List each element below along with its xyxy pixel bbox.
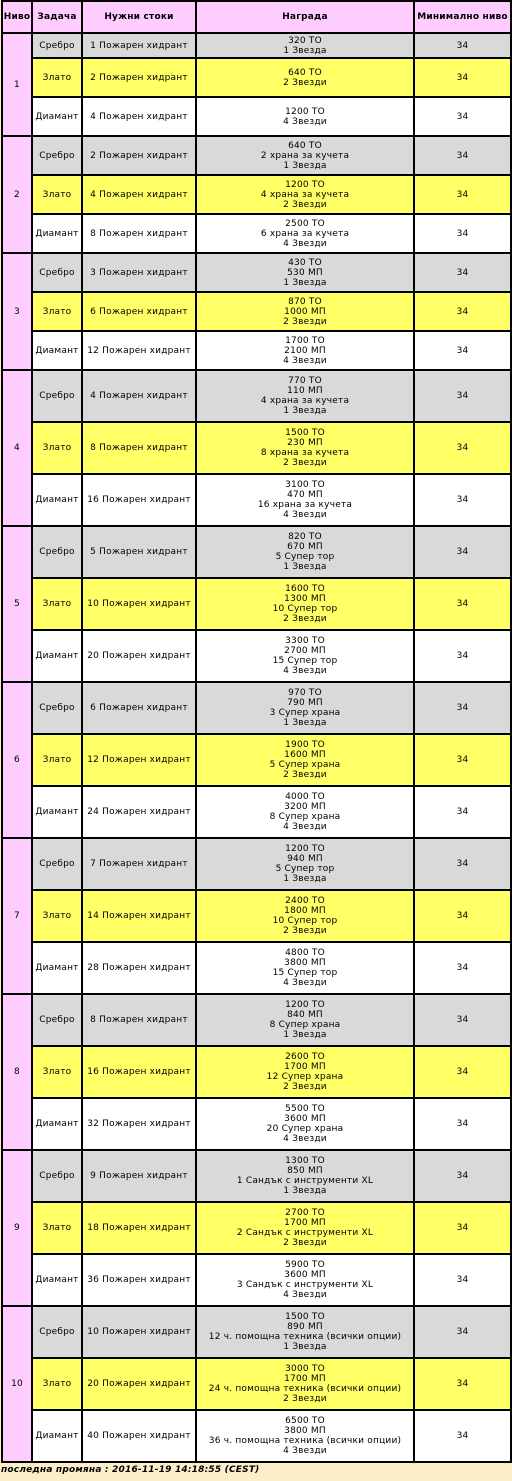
reward-line: 1 Звезда <box>283 406 327 416</box>
goods-cell: 4 Пожарен хидрант <box>82 175 196 214</box>
reward-line: 970 ТО <box>288 688 322 698</box>
table-row <box>2 214 511 253</box>
reward-line: 1500 ТО <box>285 428 325 438</box>
task-cell: Сребро <box>32 682 82 734</box>
reward-line: 2 Звезди <box>283 1238 327 1248</box>
reward-line: 4 Звезди <box>283 822 327 832</box>
min-level-cell: 34 <box>414 1358 511 1410</box>
reward-cell <box>196 734 414 786</box>
reward-line: 1 Звезда <box>283 874 327 884</box>
goods-cell: 20 Пожарен хидрант <box>82 630 196 682</box>
reward-line: 12 Супер храна <box>266 1072 344 1082</box>
reward-line: 10 Супер тор <box>272 916 338 926</box>
table-row <box>2 786 511 838</box>
level-cell: 10 <box>2 1306 32 1462</box>
min-level-cell: 34 <box>414 942 511 994</box>
task-cell: Сребро <box>32 253 82 292</box>
min-level-cell: 34 <box>414 214 511 253</box>
table-row <box>2 1098 511 1150</box>
reward-line: 770 ТО <box>288 376 322 386</box>
reward-cell <box>196 370 414 422</box>
reward-line: 1 Звезда <box>283 1030 327 1040</box>
reward-line: 15 Супер тор <box>272 656 338 666</box>
min-level-cell: 34 <box>414 734 511 786</box>
min-level-cell: 34 <box>414 136 511 175</box>
reward-line: 4 храна за кучета <box>260 189 350 200</box>
reward-line: 2400 ТО <box>285 896 325 906</box>
reward-line: 840 МП <box>287 1010 323 1020</box>
min-level-cell: 34 <box>414 838 511 890</box>
reward-line: 1500 ТО <box>285 1312 325 1322</box>
goods-cell: 5 Пожарен хидрант <box>82 526 196 578</box>
level-cell: 9 <box>2 1150 32 1306</box>
reward-line: 3000 ТО <box>285 1364 325 1374</box>
reward-line: 3100 ТО <box>285 480 325 490</box>
table-body <box>2 33 511 1462</box>
reward-line: 1 Звезда <box>283 277 327 288</box>
task-cell: Злато <box>32 1202 82 1254</box>
min-level-cell: 34 <box>414 526 511 578</box>
reward-line: 1 Звезда <box>283 718 327 728</box>
header-task: Задача <box>32 1 82 33</box>
table-row <box>2 292 511 331</box>
reward-line: 670 МП <box>287 542 323 552</box>
reward-line: 20 Супер храна <box>266 1124 344 1134</box>
table-row <box>2 734 511 786</box>
reward-line: 2700 МП <box>284 646 326 656</box>
table-row <box>2 994 511 1046</box>
reward-cell <box>196 422 414 474</box>
table-row <box>2 136 511 175</box>
table-row <box>2 422 511 474</box>
task-cell: Диамант <box>32 786 82 838</box>
min-level-cell: 34 <box>414 58 511 97</box>
reward-cell <box>196 1098 414 1150</box>
header-level: Ниво <box>2 1 32 33</box>
min-level-cell: 34 <box>414 253 511 292</box>
table-row <box>2 97 511 136</box>
goods-cell: 2 Пожарен хидрант <box>82 136 196 175</box>
goods-cell: 28 Пожарен хидрант <box>82 942 196 994</box>
header-reward: Награда <box>196 1 414 33</box>
min-level-cell: 34 <box>414 994 511 1046</box>
reward-line: 2 Звезди <box>283 316 327 327</box>
task-cell: Злато <box>32 890 82 942</box>
reward-line: 3200 МП <box>284 802 326 812</box>
task-cell: Диамант <box>32 1254 82 1306</box>
table-row <box>2 1410 511 1462</box>
reward-line: 1 Сандък с инструменти XL <box>236 1176 374 1186</box>
reward-line: 1300 ТО <box>285 1156 325 1166</box>
reward-line: 790 МП <box>287 698 323 708</box>
reward-line: 4 Звезди <box>283 978 327 988</box>
table-row <box>2 370 511 422</box>
reward-line: 10 Супер тор <box>272 604 338 614</box>
reward-line: 4 Звезди <box>283 355 327 366</box>
reward-line: 2600 ТО <box>285 1052 325 1062</box>
goods-cell: 2 Пожарен хидрант <box>82 58 196 97</box>
reward-line: 4000 ТО <box>285 792 325 802</box>
goods-cell: 8 Пожарен хидрант <box>82 214 196 253</box>
task-cell: Диамант <box>32 1098 82 1150</box>
reward-line: 4 Звезди <box>283 116 327 127</box>
table-row <box>2 331 511 370</box>
table-row <box>2 1202 511 1254</box>
reward-line: 1700 МП <box>284 1062 326 1072</box>
reward-line: 4 Звезди <box>283 666 327 676</box>
reward-line: 2500 ТО <box>285 218 325 229</box>
table-row <box>2 682 511 734</box>
task-cell: Сребро <box>32 1150 82 1202</box>
goods-cell: 16 Пожарен хидрант <box>82 474 196 526</box>
table-row <box>2 1254 511 1306</box>
reward-line: 3600 МП <box>284 1270 326 1280</box>
reward-line: 1 Звезда <box>283 45 327 56</box>
reward-cell <box>196 292 414 331</box>
reward-line: 1000 МП <box>284 306 326 317</box>
goods-cell: 20 Пожарен хидрант <box>82 1358 196 1410</box>
reward-line: 16 храна за кучета <box>257 500 353 510</box>
min-level-cell: 34 <box>414 1150 511 1202</box>
table-row <box>2 526 511 578</box>
reward-cell <box>196 578 414 630</box>
reward-line: 4 Звезди <box>283 510 327 520</box>
min-level-cell: 34 <box>414 1254 511 1306</box>
reward-line: 6 храна за кучета <box>260 228 350 239</box>
reward-line: 1200 ТО <box>285 106 325 117</box>
reward-line: 890 МП <box>287 1322 323 1332</box>
table-row <box>2 175 511 214</box>
reward-line: 2 Звезди <box>283 614 327 624</box>
table-row <box>2 1306 511 1358</box>
min-level-cell: 34 <box>414 890 511 942</box>
goods-cell: 18 Пожарен хидрант <box>82 1202 196 1254</box>
level-cell: 3 <box>2 253 32 370</box>
reward-cell <box>196 136 414 175</box>
goods-cell: 4 Пожарен хидрант <box>82 370 196 422</box>
reward-line: 36 ч. помощна техника (всички опции) <box>208 1436 402 1446</box>
reward-line: 5500 ТО <box>285 1104 325 1114</box>
task-cell: Злато <box>32 422 82 474</box>
table-row <box>2 1150 511 1202</box>
task-cell: Злато <box>32 1358 82 1410</box>
header-min-level: Минимално ниво <box>414 1 511 33</box>
goods-cell: 3 Пожарен хидрант <box>82 253 196 292</box>
goods-cell: 8 Пожарен хидрант <box>82 422 196 474</box>
min-level-cell: 34 <box>414 682 511 734</box>
reward-line: 4 Звезди <box>283 1134 327 1144</box>
reward-line: 4800 ТО <box>285 948 325 958</box>
table-row <box>2 33 511 58</box>
goods-cell: 10 Пожарен хидрант <box>82 1306 196 1358</box>
reward-line: 5 Супер храна <box>269 760 341 770</box>
min-level-cell: 34 <box>414 1046 511 1098</box>
reward-line: 3800 МП <box>284 958 326 968</box>
reward-line: 1200 ТО <box>285 179 325 190</box>
reward-cell <box>196 942 414 994</box>
min-level-cell: 34 <box>414 292 511 331</box>
min-level-cell: 34 <box>414 1410 511 1462</box>
reward-line: 940 МП <box>287 854 323 864</box>
reward-cell <box>196 1150 414 1202</box>
reward-line: 2100 МП <box>284 345 326 356</box>
min-level-cell: 34 <box>414 1202 511 1254</box>
reward-line: 1900 ТО <box>285 740 325 750</box>
reward-line: 2 Звезди <box>283 458 327 468</box>
goods-cell: 10 Пожарен хидрант <box>82 578 196 630</box>
reward-cell <box>196 1254 414 1306</box>
min-level-cell: 34 <box>414 1098 511 1150</box>
reward-line: 1700 ТО <box>285 335 325 346</box>
reward-line: 1700 МП <box>284 1218 326 1228</box>
reward-line: 3 Сандък с инструменти XL <box>236 1280 374 1290</box>
goods-cell: 40 Пожарен хидрант <box>82 1410 196 1462</box>
min-level-cell: 34 <box>414 370 511 422</box>
reward-line: 1 Звезда <box>283 1186 327 1196</box>
reward-line: 5900 ТО <box>285 1260 325 1270</box>
reward-line: 1800 МП <box>284 906 326 916</box>
reward-line: 230 МП <box>287 438 323 448</box>
task-cell: Диамант <box>32 331 82 370</box>
goods-cell: 32 Пожарен хидрант <box>82 1098 196 1150</box>
reward-line: 4 Звезди <box>283 1446 327 1456</box>
table-row <box>2 838 511 890</box>
reward-cell <box>196 1202 414 1254</box>
level-cell: 8 <box>2 994 32 1150</box>
reward-line: 1 Звезда <box>283 1342 327 1352</box>
task-cell: Злато <box>32 578 82 630</box>
table-row <box>2 578 511 630</box>
reward-line: 5 Супер тор <box>275 552 335 562</box>
level-cell: 7 <box>2 838 32 994</box>
reward-cell <box>196 1306 414 1358</box>
reward-line: 2700 ТО <box>285 1208 325 1218</box>
reward-line: 3300 ТО <box>285 636 325 646</box>
reward-line: 2 Звезди <box>283 770 327 780</box>
reward-line: 870 ТО <box>288 296 322 307</box>
task-cell: Диамант <box>32 97 82 136</box>
task-cell: Диамант <box>32 474 82 526</box>
reward-line: 4 Звезди <box>283 238 327 249</box>
table-row <box>2 1046 511 1098</box>
goods-cell: 6 Пожарен хидрант <box>82 682 196 734</box>
task-cell: Диамант <box>32 1410 82 1462</box>
reward-line: 1200 ТО <box>285 1000 325 1010</box>
reward-line: 320 ТО <box>288 35 322 46</box>
reward-line: 4 Звезди <box>283 1290 327 1300</box>
level-cell: 2 <box>2 136 32 253</box>
task-cell: Сребро <box>32 994 82 1046</box>
goods-cell: 9 Пожарен хидрант <box>82 1150 196 1202</box>
reward-line: 2 храна за кучета <box>260 150 350 161</box>
task-cell: Сребро <box>32 1306 82 1358</box>
reward-cell <box>196 890 414 942</box>
reward-line: 2 Звезди <box>283 1394 327 1404</box>
goods-cell: 6 Пожарен хидрант <box>82 292 196 331</box>
reward-cell <box>196 175 414 214</box>
min-level-cell: 34 <box>414 474 511 526</box>
reward-line: 8 Супер храна <box>269 812 341 822</box>
goods-cell: 36 Пожарен хидрант <box>82 1254 196 1306</box>
reward-cell <box>196 331 414 370</box>
reward-line: 3800 МП <box>284 1426 326 1436</box>
reward-cell <box>196 682 414 734</box>
reward-line: 3600 МП <box>284 1114 326 1124</box>
reward-line: 2 Звезди <box>283 77 327 88</box>
reward-line: 15 Супер тор <box>272 968 338 978</box>
min-level-cell: 34 <box>414 630 511 682</box>
reward-cell <box>196 838 414 890</box>
task-cell: Злато <box>32 734 82 786</box>
reward-line: 12 ч. помощна техника (всички опции) <box>208 1332 402 1342</box>
reward-line: 1600 ТО <box>285 584 325 594</box>
min-level-cell: 34 <box>414 422 511 474</box>
task-cell: Злато <box>32 1046 82 1098</box>
table-row <box>2 630 511 682</box>
task-cell: Сребро <box>32 136 82 175</box>
reward-cell <box>196 253 414 292</box>
min-level-cell: 34 <box>414 1306 511 1358</box>
reward-cell <box>196 97 414 136</box>
reward-line: 2 Звезди <box>283 199 327 210</box>
reward-cell <box>196 474 414 526</box>
reward-line: 1200 ТО <box>285 844 325 854</box>
reward-line: 2 Звезди <box>283 1082 327 1092</box>
goods-cell: 8 Пожарен хидрант <box>82 994 196 1046</box>
table-row <box>2 942 511 994</box>
reward-line: 850 МП <box>287 1166 323 1176</box>
header-row <box>2 1 511 33</box>
reward-cell <box>196 1046 414 1098</box>
min-level-cell: 34 <box>414 97 511 136</box>
level-cell: 6 <box>2 682 32 838</box>
task-cell: Сребро <box>32 526 82 578</box>
reward-line: 8 храна за кучета <box>260 448 350 458</box>
reward-cell <box>196 526 414 578</box>
table-row <box>2 253 511 292</box>
reward-line: 530 МП <box>287 267 323 278</box>
goods-cell: 12 Пожарен хидрант <box>82 331 196 370</box>
reward-line: 2 Звезди <box>283 926 327 936</box>
task-cell: Сребро <box>32 33 82 58</box>
min-level-cell: 34 <box>414 33 511 58</box>
reward-cell <box>196 58 414 97</box>
level-cell: 1 <box>2 33 32 136</box>
reward-line: 2 Сандък с инструменти XL <box>236 1228 374 1238</box>
reward-line: 640 ТО <box>288 67 322 78</box>
table-row <box>2 58 511 97</box>
reward-line: 1300 МП <box>284 594 326 604</box>
reward-line: 24 ч. помощна техника (всички опции) <box>208 1384 402 1394</box>
reward-cell <box>196 214 414 253</box>
level-cell: 4 <box>2 370 32 526</box>
task-cell: Злато <box>32 58 82 97</box>
table-row <box>2 890 511 942</box>
min-level-cell: 34 <box>414 578 511 630</box>
task-cell: Диамант <box>32 942 82 994</box>
min-level-cell: 34 <box>414 331 511 370</box>
min-level-cell: 34 <box>414 786 511 838</box>
reward-line: 820 ТО <box>288 532 322 542</box>
task-cell: Сребро <box>32 838 82 890</box>
goods-cell: 24 Пожарен хидрант <box>82 786 196 838</box>
task-cell: Злато <box>32 175 82 214</box>
reward-cell <box>196 1410 414 1462</box>
reward-line: 430 ТО <box>288 257 322 268</box>
goods-cell: 7 Пожарен хидрант <box>82 838 196 890</box>
reward-line: 4 храна за кучета <box>260 396 350 406</box>
header-goods: Нужни стоки <box>82 1 196 33</box>
goods-cell: 14 Пожарен хидрант <box>82 890 196 942</box>
goods-cell: 1 Пожарен хидрант <box>82 33 196 58</box>
reward-cell <box>196 33 414 58</box>
goods-cell: 12 Пожарен хидрант <box>82 734 196 786</box>
task-cell: Диамант <box>32 214 82 253</box>
reward-line: 1 Звезда <box>283 562 327 572</box>
task-cell: Сребро <box>32 370 82 422</box>
task-cell: Диамант <box>32 630 82 682</box>
reward-cell <box>196 1358 414 1410</box>
last-modified: последна промяна : 2016-11-19 14:18:55 (CEST) <box>1 1465 260 1475</box>
reward-line: 3 Супер храна <box>269 708 341 718</box>
rewards-table <box>1 0 512 1463</box>
goods-cell: 16 Пожарен хидрант <box>82 1046 196 1098</box>
reward-line: 8 Супер храна <box>269 1020 341 1030</box>
reward-line: 5 Супер тор <box>275 864 335 874</box>
reward-cell <box>196 630 414 682</box>
reward-line: 110 МП <box>287 386 323 396</box>
reward-line: 640 ТО <box>288 140 322 151</box>
reward-line: 1600 МП <box>284 750 326 760</box>
reward-line: 6500 ТО <box>285 1416 325 1426</box>
reward-cell <box>196 786 414 838</box>
min-level-cell: 34 <box>414 175 511 214</box>
table-row <box>2 1358 511 1410</box>
reward-line: 470 МП <box>287 490 323 500</box>
reward-cell <box>196 994 414 1046</box>
level-cell: 5 <box>2 526 32 682</box>
task-cell: Злато <box>32 292 82 331</box>
table-row <box>2 474 511 526</box>
goods-cell: 4 Пожарен хидрант <box>82 97 196 136</box>
reward-line: 1 Звезда <box>283 160 327 171</box>
reward-line: 1700 МП <box>284 1374 326 1384</box>
